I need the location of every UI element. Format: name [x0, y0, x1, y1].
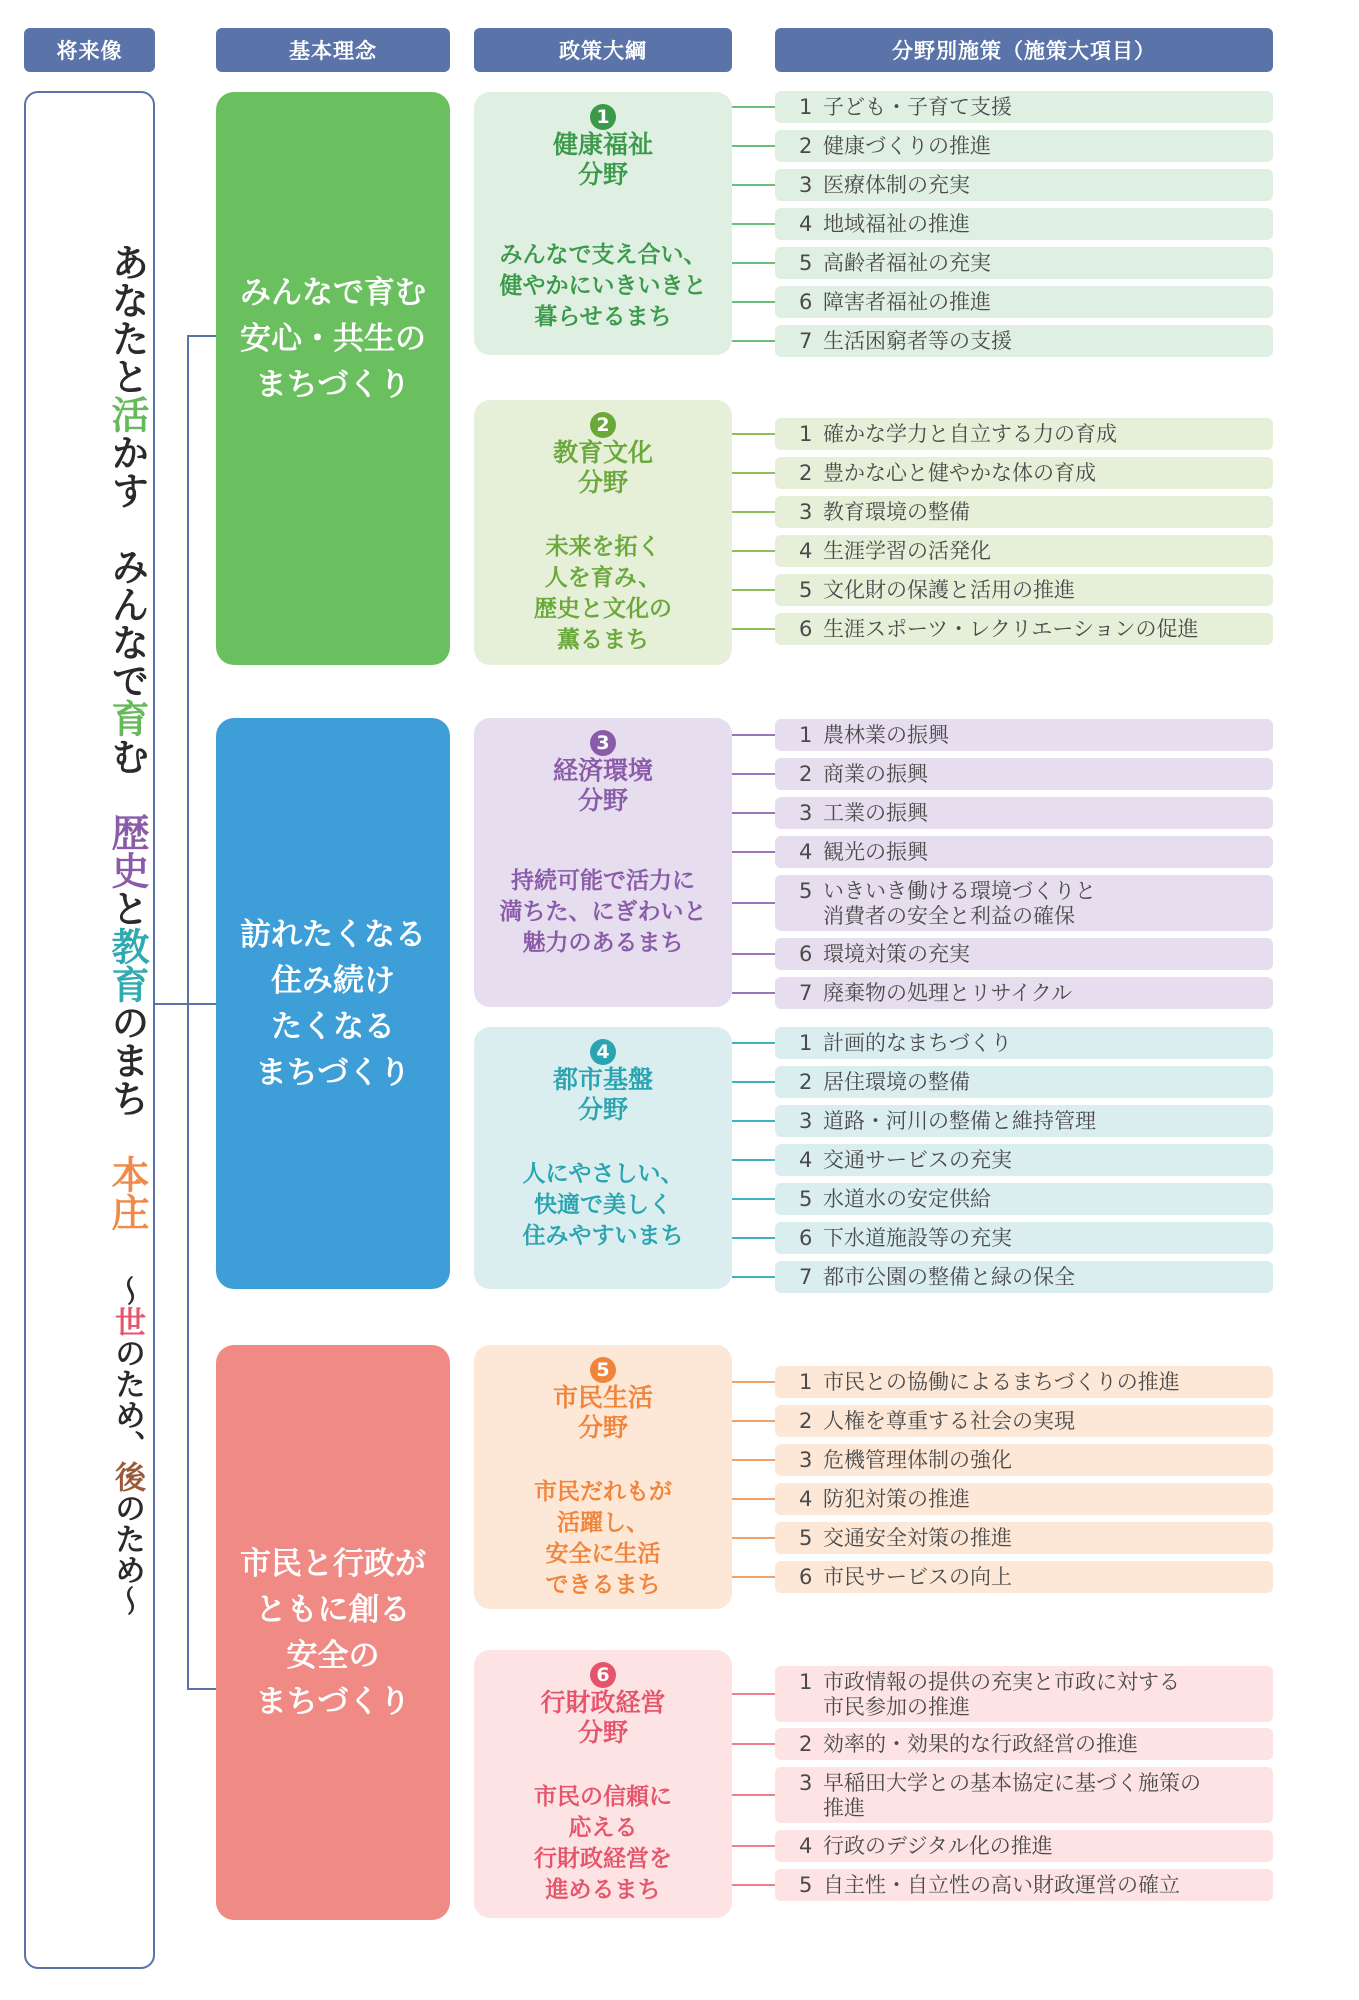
policy-slogan-line: 市民の信頼に [534, 1784, 672, 1810]
measure-connector [732, 1498, 775, 1500]
policy-slogan-line: みんなで支え合い、 [499, 242, 707, 268]
measure-label: 人権を尊重する社会の実現 [823, 1409, 1075, 1433]
measure-label: 教育環境の整備 [823, 500, 970, 524]
measure-connector [732, 812, 775, 814]
policy-slogan-line: 市民だれもが [534, 1479, 672, 1505]
measure-connector [732, 734, 775, 736]
measure-connector [732, 1794, 775, 1796]
measure-connector [732, 589, 775, 591]
measure-label: 市民参加の推進 [823, 1695, 970, 1719]
philosophy-line: 市民と行政が [240, 1545, 426, 1582]
measure-number: 5 [799, 1526, 813, 1550]
policy-slogan-line: 暮らせるまち [534, 304, 672, 330]
policy-slogan-line: 活躍し、 [557, 1510, 649, 1536]
measure-number: 1 [799, 723, 813, 747]
connector-phil-3 [187, 1688, 216, 1690]
measure-label: 豊かな心と健やかな体の育成 [823, 461, 1096, 485]
measure-item [775, 208, 1273, 240]
measure-item [775, 130, 1273, 162]
vision-part: あなたと [105, 243, 149, 395]
policy-slogan-line: 住みやすいまち [522, 1223, 684, 1249]
philosophy-line: まちづくり [255, 1683, 411, 1720]
vision-part: のまち [105, 1003, 149, 1155]
vision-part: ～ [109, 1275, 145, 1306]
measure-connector [732, 1884, 775, 1886]
measure-number: 1 [799, 1670, 813, 1694]
measure-number: 2 [799, 1070, 813, 1094]
measure-number: 2 [799, 1409, 813, 1433]
philosophy-line: みんなで育む [240, 274, 426, 311]
measure-label: 確かな学力と自立する力の育成 [823, 422, 1117, 446]
measure-label: 自主性・自立性の高い財政運営の確立 [823, 1873, 1180, 1897]
measure-number: 2 [799, 461, 813, 485]
measure-label: いきいき働ける環境づくりと [823, 879, 1096, 903]
measure-item [775, 613, 1273, 645]
measure-number: 3 [799, 1109, 813, 1133]
policy-number-badge: 1 [590, 104, 616, 130]
measure-number: 6 [799, 942, 813, 966]
measure-connector [732, 628, 775, 630]
measure-number: 7 [799, 1265, 813, 1289]
measure-number: 5 [799, 578, 813, 602]
measure-label: 廃棄物の処理とリサイクル [823, 981, 1073, 1005]
policy-slogan-line: 進めるまち [545, 1877, 661, 1903]
policy-slogan [474, 240, 732, 333]
measure-item [775, 457, 1273, 489]
policy-field-name: 市民生活 [552, 1383, 653, 1412]
measure-label: 下水道施設等の充実 [823, 1226, 1012, 1250]
vision-part: 本庄 [105, 1155, 149, 1231]
measure-connector [732, 1576, 775, 1578]
policy-slogan-line: 行財政経営を [534, 1846, 672, 1872]
policy-box-3 [474, 718, 732, 1007]
vision-part: む [105, 737, 149, 813]
policy-field-name: 行財政経営 [540, 1688, 666, 1717]
policy-box-6 [474, 1650, 732, 1918]
measure-item [775, 719, 1273, 751]
measure-label: 防犯対策の推進 [823, 1487, 970, 1511]
policy-number-badge: 5 [590, 1357, 616, 1383]
vision-part: 後 [109, 1461, 145, 1492]
policy-field-name: 分野 [577, 1718, 628, 1747]
policy-field-name: 分野 [577, 1095, 628, 1124]
measure-label: 商業の振興 [823, 762, 928, 786]
measure-number: 5 [799, 1187, 813, 1211]
measure-number: 2 [799, 1732, 813, 1756]
measure-number: 3 [799, 1448, 813, 1472]
measure-number: 1 [799, 422, 813, 446]
policy-field-name: 分野 [577, 786, 628, 815]
measure-number: 5 [799, 1873, 813, 1897]
connector-phil-1 [187, 335, 216, 337]
measure-item [775, 169, 1273, 201]
measure-label: 市政情報の提供の充実と市政に対する [823, 1670, 1180, 1694]
measure-item [775, 1869, 1273, 1901]
measure-number: 1 [799, 1370, 813, 1394]
measure-label: 環境対策の充実 [823, 942, 970, 966]
policy-slogan-line: 歴史と文化の [534, 596, 672, 622]
philosophy-box-3 [216, 1345, 450, 1920]
measure-item [775, 496, 1273, 528]
policy-slogan [474, 866, 732, 959]
vision-part: と [105, 889, 149, 927]
policy-box-5 [474, 1345, 732, 1609]
measure-item [775, 1144, 1273, 1176]
measure-connector [732, 1537, 775, 1539]
measure-connector [732, 184, 775, 186]
measure-item [775, 574, 1273, 606]
measure-number: 6 [799, 290, 813, 314]
measure-item [775, 1105, 1273, 1137]
measure-connector [732, 1042, 775, 1044]
measure-number: 4 [799, 212, 813, 236]
vision-text [26, 243, 157, 1616]
measure-item [775, 1561, 1273, 1593]
policy-field-name: 教育文化 [552, 438, 653, 467]
measure-number: 4 [799, 1834, 813, 1858]
measure-number: 4 [799, 1148, 813, 1172]
policy-number-badge: 6 [590, 1662, 616, 1688]
measure-label: 推進 [823, 1796, 865, 1820]
measure-label: 消費者の安全と利益の確保 [823, 904, 1075, 928]
policy-slogan [474, 1782, 732, 1906]
measure-label: 生活困窮者等の支援 [823, 329, 1012, 353]
measure-label: 効率的・効果的な行政経営の推進 [823, 1732, 1138, 1756]
measure-label: 居住環境の整備 [823, 1070, 970, 1094]
policy-field-name: 健康福祉 [552, 130, 653, 159]
measure-item [775, 1183, 1273, 1215]
measure-number: 1 [799, 95, 813, 119]
measure-item [775, 418, 1273, 450]
measure-label: 市民との協働によるまちづくりの推進 [823, 1370, 1180, 1394]
measure-label: 都市公園の整備と緑の保全 [823, 1265, 1075, 1289]
measure-item [775, 977, 1273, 1009]
measure-connector [732, 1276, 775, 1278]
connector-phil-2 [187, 1003, 216, 1005]
measure-label: 医療体制の充実 [823, 173, 970, 197]
measure-number: 4 [799, 1487, 813, 1511]
vision-part: 世 [109, 1306, 145, 1337]
policy-slogan [474, 1159, 732, 1252]
measure-item [775, 1728, 1273, 1760]
measure-label: 子ども・子育て支援 [823, 95, 1012, 119]
policy-slogan-line: 薫るまち [557, 627, 649, 653]
measure-connector [732, 223, 775, 225]
measure-item [775, 286, 1273, 318]
measure-item [775, 1483, 1273, 1515]
measure-item [775, 938, 1273, 970]
measure-label: 早稲田大学との基本協定に基づく施策の [823, 1771, 1201, 1795]
measure-number: 7 [799, 981, 813, 1005]
measure-item [775, 1366, 1273, 1398]
measure-connector [732, 902, 775, 904]
measure-connector [732, 1743, 775, 1745]
measure-number: 2 [799, 762, 813, 786]
measure-label: 障害者福祉の推進 [823, 290, 991, 314]
policy-number-badge: 4 [590, 1039, 616, 1065]
philosophy-line: 住み続け [271, 962, 395, 999]
policy-field-name: 都市基盤 [552, 1065, 653, 1094]
measure-connector [732, 106, 775, 108]
policy-slogan-line: 持続可能で活力に [511, 868, 695, 894]
policy-box-2 [474, 400, 732, 665]
measure-label: 生涯学習の活発化 [823, 539, 991, 563]
measure-item [775, 1222, 1273, 1254]
policy-slogan-line: 健やかにいきいきと [499, 273, 707, 299]
connector-spine [187, 335, 189, 1690]
measure-number: 5 [799, 251, 813, 275]
measure-connector [732, 1845, 775, 1847]
policy-slogan-line: できるまち [545, 1572, 661, 1598]
measure-connector [732, 1081, 775, 1083]
measure-number: 3 [799, 801, 813, 825]
header-measures: 分野別施策（施策大項目） [775, 28, 1273, 72]
measure-item [775, 535, 1273, 567]
measure-item [775, 247, 1273, 279]
measure-item [775, 758, 1273, 790]
measure-connector [732, 1381, 775, 1383]
measure-label: 危機管理体制の強化 [823, 1448, 1012, 1472]
policy-slogan-line: 快適で美しく [534, 1192, 672, 1218]
measure-label: 生涯スポーツ・レクリエーションの促進 [823, 617, 1199, 641]
vision-part: かす みんなで [105, 433, 149, 699]
philosophy-line: ともに創る [255, 1591, 411, 1628]
philosophy-line: 安心・共生の [240, 320, 426, 357]
vision-part: 歴史 [105, 813, 149, 889]
policy-field-name: 分野 [577, 160, 628, 189]
measure-item [775, 1666, 1273, 1722]
measure-connector [732, 953, 775, 955]
measure-connector [732, 1420, 775, 1422]
measure-connector [732, 1459, 775, 1461]
measure-item [775, 1027, 1273, 1059]
measure-label: 道路・河川の整備と維持管理 [823, 1109, 1096, 1133]
measure-connector [732, 773, 775, 775]
policy-slogan-line: 人を育み、 [544, 565, 662, 591]
measure-connector [732, 851, 775, 853]
measure-connector [732, 550, 775, 552]
vision-part: のため、 [109, 1337, 145, 1461]
vision-part: のため～ [109, 1492, 145, 1616]
measure-item [775, 1066, 1273, 1098]
policy-field-name: 分野 [577, 468, 628, 497]
measure-item [775, 1405, 1273, 1437]
measure-item [775, 1522, 1273, 1554]
measure-connector [732, 992, 775, 994]
policy-slogan-line: 魅力のあるまち [522, 930, 684, 956]
policy-slogan-line: 満ちた、にぎわいと [499, 899, 707, 925]
policy-slogan-line: 人にやさしい、 [522, 1161, 684, 1187]
measure-label: 水道水の安定供給 [823, 1187, 991, 1211]
philosophy-line: 安全の [286, 1637, 380, 1674]
measure-connector [732, 1198, 775, 1200]
measure-number: 4 [799, 840, 813, 864]
measure-label: 工業の振興 [823, 801, 928, 825]
vision-part: 育 [105, 699, 149, 737]
measure-connector [732, 340, 775, 342]
measure-number: 6 [799, 1565, 813, 1589]
vision-part: 教育 [105, 927, 149, 1003]
philosophy-box-1 [216, 92, 450, 665]
measure-label: 計画的なまちづくり [823, 1031, 1012, 1055]
measure-label: 地域福祉の推進 [823, 212, 970, 236]
philosophy-line: たくなる [271, 1008, 395, 1045]
measure-label: 高齢者福祉の充実 [823, 251, 991, 275]
measure-label: 行政のデジタル化の推進 [823, 1834, 1053, 1858]
header-policy: 政策大綱 [474, 28, 732, 72]
policy-box-4 [474, 1027, 732, 1289]
header-philosophy: 基本理念 [216, 28, 450, 72]
measure-connector [732, 511, 775, 513]
philosophy-line: まちづくり [255, 1054, 411, 1091]
measure-label: 健康づくりの推進 [823, 134, 991, 158]
vision-part: 活 [105, 395, 149, 433]
vision-subtitle [109, 1275, 145, 1616]
measure-number: 1 [799, 1031, 813, 1055]
measure-label: 交通サービスの充実 [823, 1148, 1012, 1172]
measure-item [775, 1830, 1273, 1862]
measure-item [775, 1767, 1273, 1823]
vision-box [24, 91, 155, 1969]
measure-label: 市民サービスの向上 [823, 1565, 1012, 1589]
measure-item [775, 875, 1273, 931]
philosophy-box-2 [216, 718, 450, 1289]
measure-label: 交通安全対策の推進 [823, 1526, 1012, 1550]
policy-slogan [474, 1477, 732, 1601]
policy-slogan-line: 未来を拓く [545, 534, 661, 560]
policy-field-name: 経済環境 [552, 756, 653, 785]
measure-connector [732, 262, 775, 264]
measure-connector [732, 1120, 775, 1122]
measure-number: 4 [799, 539, 813, 563]
measure-number: 3 [799, 500, 813, 524]
measure-connector [732, 472, 775, 474]
policy-number-badge: 3 [590, 730, 616, 756]
policy-field-name: 分野 [577, 1413, 628, 1442]
measure-connector [732, 1237, 775, 1239]
measure-item [775, 1444, 1273, 1476]
measure-number: 6 [799, 617, 813, 641]
policy-slogan-line: 応える [568, 1815, 638, 1841]
philosophy-line: 訪れたくなる [240, 916, 426, 953]
measure-number: 6 [799, 1226, 813, 1250]
policy-box-1 [474, 92, 732, 355]
measure-number: 3 [799, 173, 813, 197]
measure-label: 観光の振興 [823, 840, 928, 864]
measure-label: 農林業の振興 [823, 723, 949, 747]
measure-item [775, 1261, 1273, 1293]
connector-vision [155, 1003, 187, 1005]
philosophy-line: まちづくり [255, 366, 411, 403]
policy-number-badge: 2 [590, 412, 616, 438]
policy-slogan-line: 安全に生活 [545, 1541, 661, 1567]
measure-item [775, 836, 1273, 868]
measure-number: 2 [799, 134, 813, 158]
policy-slogan [474, 532, 732, 656]
header-vision: 将来像 [24, 28, 155, 72]
measure-connector [732, 1159, 775, 1161]
measure-number: 5 [799, 879, 813, 903]
measure-item [775, 325, 1273, 357]
measure-item [775, 91, 1273, 123]
measure-number: 3 [799, 1771, 813, 1795]
measure-connector [732, 145, 775, 147]
measure-connector [732, 433, 775, 435]
measure-connector [732, 1693, 775, 1695]
measure-label: 文化財の保護と活用の推進 [823, 578, 1075, 602]
measure-item [775, 797, 1273, 829]
measure-connector [732, 301, 775, 303]
measure-number: 7 [799, 329, 813, 353]
